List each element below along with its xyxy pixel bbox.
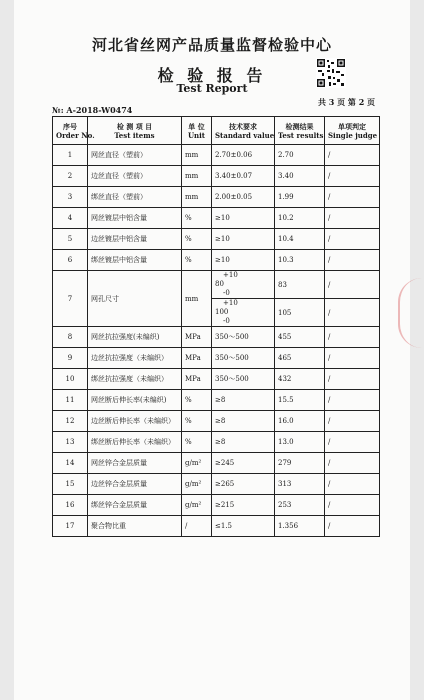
table-row: [53, 229, 380, 250]
row-item: 网丝直径（塑前）: [88, 145, 182, 166]
mesh-row-first: [53, 271, 380, 299]
row-standard: ≥8: [212, 411, 275, 432]
header-items-en: Test items: [114, 130, 155, 140]
row-standard: 3.40±0.07: [212, 166, 275, 187]
row-number: 1: [53, 145, 88, 166]
mesh-standard-1: [212, 271, 275, 299]
row-number: 17: [53, 516, 88, 537]
header-unit: [182, 117, 212, 145]
row-result: 1.99: [275, 187, 325, 208]
row-unit: %: [182, 208, 212, 229]
row-item: 网丝镀层中铝含量: [88, 208, 182, 229]
row-item: 绑丝断后伸长率（未编织）: [88, 432, 182, 453]
row-item: 绑丝抗拉强度（未编织）: [88, 369, 182, 390]
header-unit-en: Unit: [187, 130, 206, 140]
row-number: 3: [53, 187, 88, 208]
report-title-en: Test Report: [176, 82, 248, 95]
row-item: 边丝镀层中铝含量: [88, 229, 182, 250]
row-judge: /: [325, 145, 380, 166]
row-item: 网丝断后伸长率(未编织): [88, 390, 182, 411]
row-standard: ≥10: [212, 229, 275, 250]
row-unit: %: [182, 229, 212, 250]
row-number: 8: [53, 327, 88, 348]
row-judge: /: [325, 516, 380, 537]
row-result: 2.70: [275, 145, 325, 166]
row-standard: ≥8: [212, 432, 275, 453]
mesh-tolerance-minus: -0: [223, 289, 230, 297]
page-info: 共 3 页 第 2 页: [318, 97, 376, 107]
mesh-tolerance-plus: +10: [223, 299, 238, 307]
table-row: [53, 411, 380, 432]
row-result: 313: [275, 474, 325, 495]
row-judge: /: [325, 271, 380, 299]
table-row: [53, 145, 380, 166]
row-unit: mm: [182, 145, 212, 166]
table-row: [53, 166, 380, 187]
row-item: 绑丝锌合金层质量: [88, 495, 182, 516]
test-results-table: [52, 116, 380, 537]
row-item: 绑丝直径（塑前）: [88, 187, 182, 208]
header-judge: [325, 117, 380, 145]
table-row: [53, 250, 380, 271]
row-unit: %: [182, 390, 212, 411]
row-unit: g/m²: [182, 453, 212, 474]
row-standard: ≥8: [212, 390, 275, 411]
row-judge: /: [325, 369, 380, 390]
report-title-cn: 检 验 报 告: [157, 66, 267, 85]
row-unit: MPa: [182, 369, 212, 390]
row-item: 网孔尺寸: [88, 271, 182, 327]
row-result: 1.356: [275, 516, 325, 537]
row-standard: 2.00±0.05: [212, 187, 275, 208]
table-row: [53, 348, 380, 369]
header-order: [53, 117, 95, 145]
row-item: 网丝抗拉强度(未编织): [88, 327, 182, 348]
row-judge: /: [325, 348, 380, 369]
table-row: [53, 453, 380, 474]
row-number: 7: [53, 271, 88, 327]
table-row: [53, 208, 380, 229]
row-result: 253: [275, 495, 325, 516]
row-result: 455: [275, 327, 325, 348]
row-standard: 2.70±0.06: [212, 145, 275, 166]
row-number: 2: [53, 166, 88, 187]
header-results-en: Test results: [278, 130, 324, 140]
row-item: 边丝锌合金层质量: [88, 474, 182, 495]
table-row: [53, 495, 380, 516]
row-result: 105: [275, 299, 325, 327]
stamp-mark: [398, 278, 422, 348]
row-number: 4: [53, 208, 88, 229]
row-result: 10.4: [275, 229, 325, 250]
row-judge: /: [325, 411, 380, 432]
center-name: 河北省丝网产品质量监督检验中心: [91, 36, 332, 54]
row-number: 13: [53, 432, 88, 453]
row-judge: /: [325, 474, 380, 495]
row-unit: %: [182, 432, 212, 453]
row-number: 16: [53, 495, 88, 516]
row-judge: /: [325, 229, 380, 250]
row-unit: /: [182, 516, 212, 537]
row-judge: /: [325, 250, 380, 271]
row-standard: 350～500: [212, 369, 275, 390]
mesh-nominal: 80: [215, 280, 224, 288]
header-judge-en: Single judge: [328, 130, 378, 140]
row-number: 9: [53, 348, 88, 369]
row-result: 279: [275, 453, 325, 474]
row-standard: ≥215: [212, 495, 275, 516]
row-judge: /: [325, 327, 380, 348]
row-item: 边丝断后伸长率（未编织）: [88, 411, 182, 432]
row-standard: 350～500: [212, 348, 275, 369]
row-number: 5: [53, 229, 88, 250]
row-result: 16.0: [275, 411, 325, 432]
row-number: 6: [53, 250, 88, 271]
row-standard: ≤1.5: [212, 516, 275, 537]
header-judge-cn: 单项判定: [338, 121, 366, 131]
row-result: 465: [275, 348, 325, 369]
qr-code-icon: [316, 58, 346, 88]
table-row: [53, 474, 380, 495]
header-standard-en: Standard value: [215, 130, 275, 140]
header-order-cn: 序号: [63, 121, 77, 131]
table-row: [53, 432, 380, 453]
row-judge: /: [325, 187, 380, 208]
header-order-en: Order No.: [56, 130, 95, 140]
row-judge: /: [325, 432, 380, 453]
row-item: 边丝直径（塑前）: [88, 166, 182, 187]
row-unit: mm: [182, 271, 212, 327]
header-standard: [212, 117, 275, 145]
row-standard: ≥10: [212, 208, 275, 229]
table-row: [53, 327, 380, 348]
row-item: 边丝抗拉强度（未编织）: [88, 348, 182, 369]
row-standard: ≥265: [212, 474, 275, 495]
mesh-tolerance-minus: -0: [223, 317, 230, 325]
table-row: [53, 369, 380, 390]
row-item: 绑丝镀层中铝含量: [88, 250, 182, 271]
mesh-tolerance-plus: +10: [223, 271, 238, 279]
row-number: 10: [53, 369, 88, 390]
row-judge: /: [325, 390, 380, 411]
row-number: 15: [53, 474, 88, 495]
table-header-row: [53, 117, 380, 145]
row-result: 15.5: [275, 390, 325, 411]
row-unit: mm: [182, 187, 212, 208]
row-unit: %: [182, 411, 212, 432]
row-judge: /: [325, 299, 380, 327]
row-result: 10.2: [275, 208, 325, 229]
header-results-cn: 检测结果: [285, 121, 314, 131]
header-unit-cn: 单 位: [188, 121, 205, 131]
row-result: 3.40: [275, 166, 325, 187]
report-number: №: A-2018-W0474: [52, 105, 133, 115]
mesh-nominal: 100: [215, 308, 229, 316]
row-unit: MPa: [182, 348, 212, 369]
row-standard: ≥245: [212, 453, 275, 474]
table-row: [53, 516, 380, 537]
row-number: 14: [53, 453, 88, 474]
row-judge: /: [325, 495, 380, 516]
header-items-cn: 检 测 项 目: [116, 121, 153, 131]
row-result: 10.3: [275, 250, 325, 271]
row-result: 83: [275, 271, 325, 299]
mesh-standard-2: [212, 299, 275, 327]
table-row: [53, 390, 380, 411]
row-item: 聚合物比重: [88, 516, 182, 537]
row-unit: g/m²: [182, 495, 212, 516]
row-number: 12: [53, 411, 88, 432]
table-row: [53, 187, 380, 208]
header-items: [88, 117, 182, 145]
row-item: 网丝锌合金层质量: [88, 453, 182, 474]
row-judge: /: [325, 208, 380, 229]
header-results: [275, 117, 325, 145]
row-standard: 350～500: [212, 327, 275, 348]
row-unit: MPa: [182, 327, 212, 348]
row-unit: %: [182, 250, 212, 271]
row-unit: mm: [182, 166, 212, 187]
header-standard-cn: 技术要求: [229, 121, 257, 131]
row-standard: ≥10: [212, 250, 275, 271]
row-judge: /: [325, 453, 380, 474]
row-number: 11: [53, 390, 88, 411]
row-judge: /: [325, 166, 380, 187]
row-result: 432: [275, 369, 325, 390]
row-unit: g/m²: [182, 474, 212, 495]
row-result: 13.0: [275, 432, 325, 453]
